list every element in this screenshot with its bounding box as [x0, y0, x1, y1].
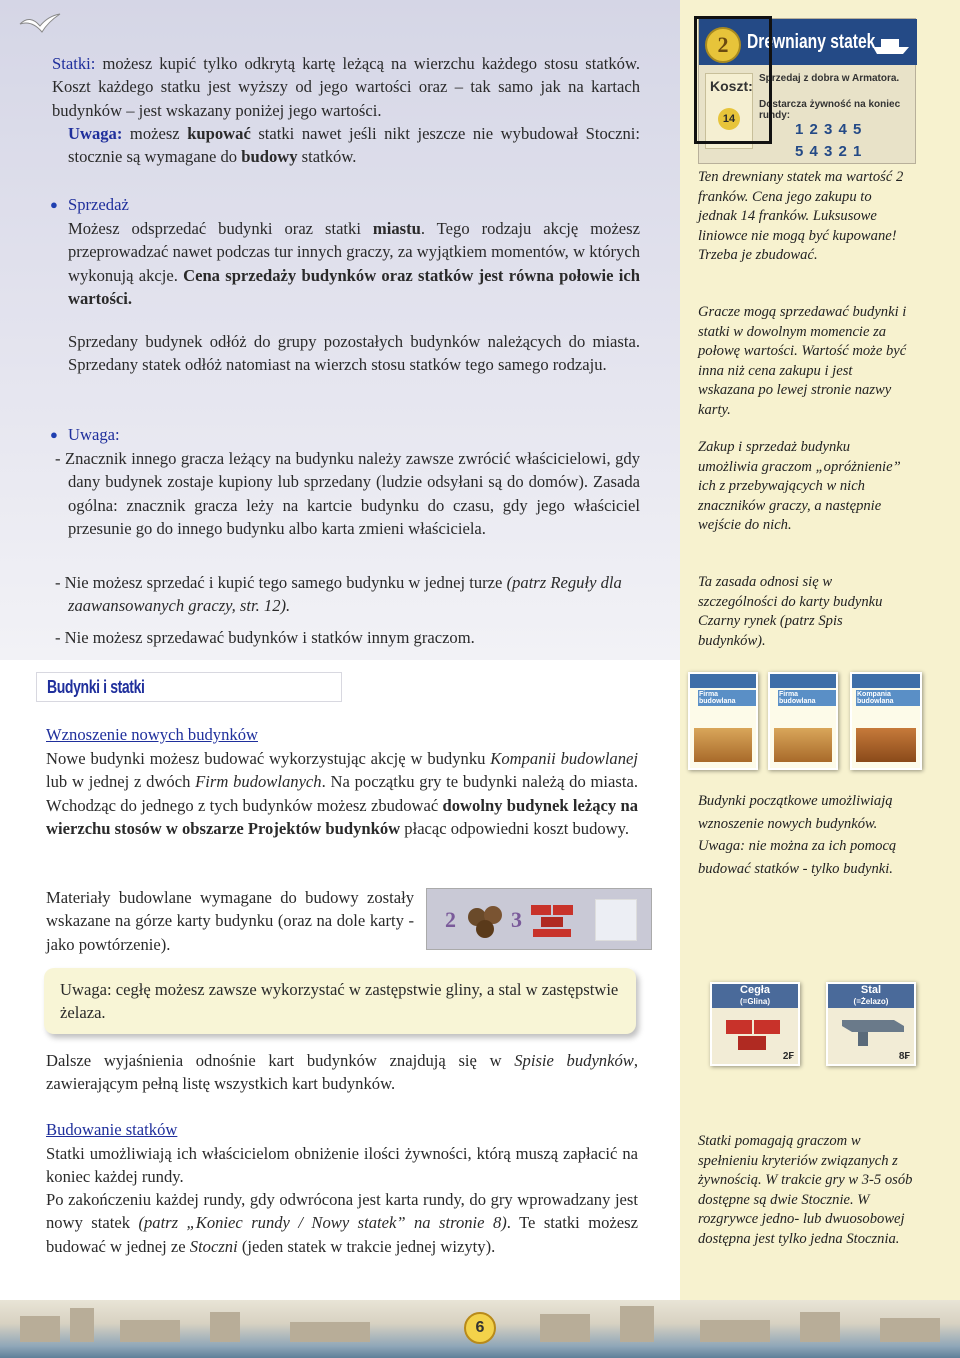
building-list-paragraph: Dalsze wyjaśnienia odnośnie kart budynków znajdują się w Spisie budynków, zawierającym pełną listę wszystkich kart budynków. — [46, 1051, 638, 1094]
wood-icon — [465, 903, 509, 939]
resources-panel — [426, 888, 652, 950]
ship-value: 2 — [705, 27, 741, 63]
sale-paragraph: Możesz odsprzedać budynki oraz statki miastu. Tego rodzaju akcję możesz przeprowadzać nawet podczas tur innych graczy, za wyjątkiem momentów, w których wykonują akcje. Cena sprzedaży budynków oraz statków jest równa połowie ich wartości. — [68, 219, 640, 309]
bullet-icon: ● — [50, 427, 58, 442]
brick-icon — [529, 901, 575, 939]
sidebar-note-1: Ten drewniany statek ma wartość 2 franków. Cena jego zakupu to jednak 14 franków. Luksusowe liniowce nie mogą być kupowane! Trzeba je zbudować. — [698, 169, 904, 264]
page-number: 6 — [464, 1312, 496, 1344]
sale-heading: ● Sprzedaż — [68, 193, 640, 216]
building-card: Firma budowlana — [688, 672, 758, 770]
ship-card-title: Drewniany statek — [747, 31, 876, 53]
building-card: Firma budowlana — [768, 672, 838, 770]
section-banner: Budynki i statki — [36, 672, 342, 702]
note-box: Uwaga: cegłę możesz zawsze wykorzystać w zastępstwie gliny, a stal w zastępstwie żelaza. — [44, 968, 636, 1034]
wood-count: 2 — [445, 907, 456, 932]
value-highlight-frame — [694, 16, 772, 144]
sale-paragraph-2: Sprzedany budynek odłóż do grupy pozostałych budynków należących do miasta. Sprzedany statek odłóż natomiast na wierzch stosu statków tego samego rodzaju. — [68, 332, 640, 375]
sidebar-note-3: Zakup i sprzedaż budynku umożliwia graczom „opróżnienie” ich z przebywających w nich znaczników graczy, a następnie wejście do nich. — [698, 439, 901, 534]
new-buildings-paragraph: Nowe budynki możesz budować wykorzystując akcję w budynku Kompanii budowlanej lub w jednej z dwóch Firm budowlanych. Na początku gry te budynki należą do miasta. Wchodząc do jednego z tych budynków możesz zbudować dowolny budynek leżący na wierzchu stosów w obszarze Projektów budynków płacąc odpowiedni koszt budowy. — [46, 749, 639, 839]
bullet-icon: ● — [50, 197, 58, 212]
note-item-2: - Nie możesz sprzedać i kupić tego samego budynku w jednej turze (patrz Reguły dla zaawansowanych graczy, str. 12). — [55, 573, 622, 616]
steel-card: Stal (=Żelazo) 8₣ — [826, 982, 916, 1066]
steel-beam-icon — [838, 1012, 908, 1052]
empty-resource-slot — [595, 899, 637, 941]
ship-icon — [871, 33, 911, 55]
heading-ship-building: Budowanie statków — [46, 1120, 178, 1139]
sidebar-note-5: Budynki początkowe umożliwiają wznoszenie nowych budynków. Uwaga: nie można za ich pomocą budować statków - tylko budynki. — [698, 793, 897, 877]
sidebar-note-2: Gracze mogą sprzedawać budynki i statki w dowolnym momencie za połowę wartości. Wartość może być inna niż cena zakupu i jest wskazana po lewej stronie nazwy karty. — [698, 304, 907, 418]
building-card: Kompania budowlana — [850, 672, 922, 770]
heading-new-buildings: Wznoszenie nowych budynków — [46, 725, 258, 744]
ship-building-paragraph-2: Po zakończeniu każdej rundy, gdy odwrócona jest karta rundy, do gry wprowadzany jest nowy statek (patrz „Koniec rundy / Nowy statek” na stronie 8). Te statki możesz budować w jednej ze Stoczni (jeden statek w trakcie jednej wizyty). — [46, 1190, 638, 1256]
materials-paragraph: Materiały budowlane wymagane do budowy zostały wskazane na górze karty budynku (oraz na dole karty - jako powtórzenie). — [46, 888, 414, 954]
cost-box: Koszt: 14 — [705, 73, 753, 149]
ships-label: Statki: — [52, 54, 96, 73]
note-heading: ● Uwaga: — [68, 423, 640, 446]
ship-building-paragraph-1: Statki umożliwiają ich właścicielom obniżenie ilości żywności, którą muszą zapłacić na koniec każdej rundy. — [46, 1144, 638, 1187]
ships-warning: Uwaga: możesz kupować statki nawet jeśli nikt jeszcze nie wybudował Stoczni: stocznie są wymagane do budowy statków. — [68, 124, 640, 167]
seagull-icon — [18, 10, 62, 38]
brick-card-title: Cegła (=Glina) — [712, 984, 798, 1008]
ship-card-image: 2 Drewniany statek Koszt: 14 Sprzedaj z dobra w Armatora. Dostarcza żywność na koniec rundy: 1 2 3 4 5 5 4 3 2 1 — [698, 18, 916, 164]
sidebar-note-6: Statki pomagają graczom w spełnieniu kryteriów związanych z żywnością. W trakcie gry w 3-5 osób dostępne są dwie Stocznie. W rozgrywce jedno- lub dwuosobowej dostępna jest tylko jedna Stocznia. — [698, 1133, 913, 1247]
ships-paragraph: Statki: możesz kupić tylko odkrytą kartę leżącą na wierzchu każdego stosu statków. Koszt każdego statku jest wyższy od jego wartości oraz – tak samo jak na kartach budynków – jest wskazany poniżej jego wartości. — [52, 54, 640, 120]
note-item-3: - Nie możesz sprzedawać budynków i statków innym graczom. — [55, 628, 475, 647]
sidebar-note-4: Ta zasada odnosi się w szczególności do karty budynku Czarny rynek (patrz Spis budynków). — [698, 574, 883, 649]
brick-card: Cegła (=Glina) 2₣ — [710, 982, 800, 1066]
brick-icon — [724, 1012, 784, 1052]
note-item-1: - Znacznik innego gracza leżący na budynku należy zawsze zwrócić właścicielowi, gdy dany budynek zostaje kupiony lub sprzedany (ludzie odsyłani są do domów). Zasada ogólna: znacznik gracza leży na kartcie budynku do czasu, gdy jego właściciel przesunie go do innego budynku albo karta zmieni właściciela. — [55, 449, 640, 539]
steel-card-title: Stal (=Żelazo) — [828, 984, 914, 1008]
brick-count: 3 — [511, 907, 522, 932]
